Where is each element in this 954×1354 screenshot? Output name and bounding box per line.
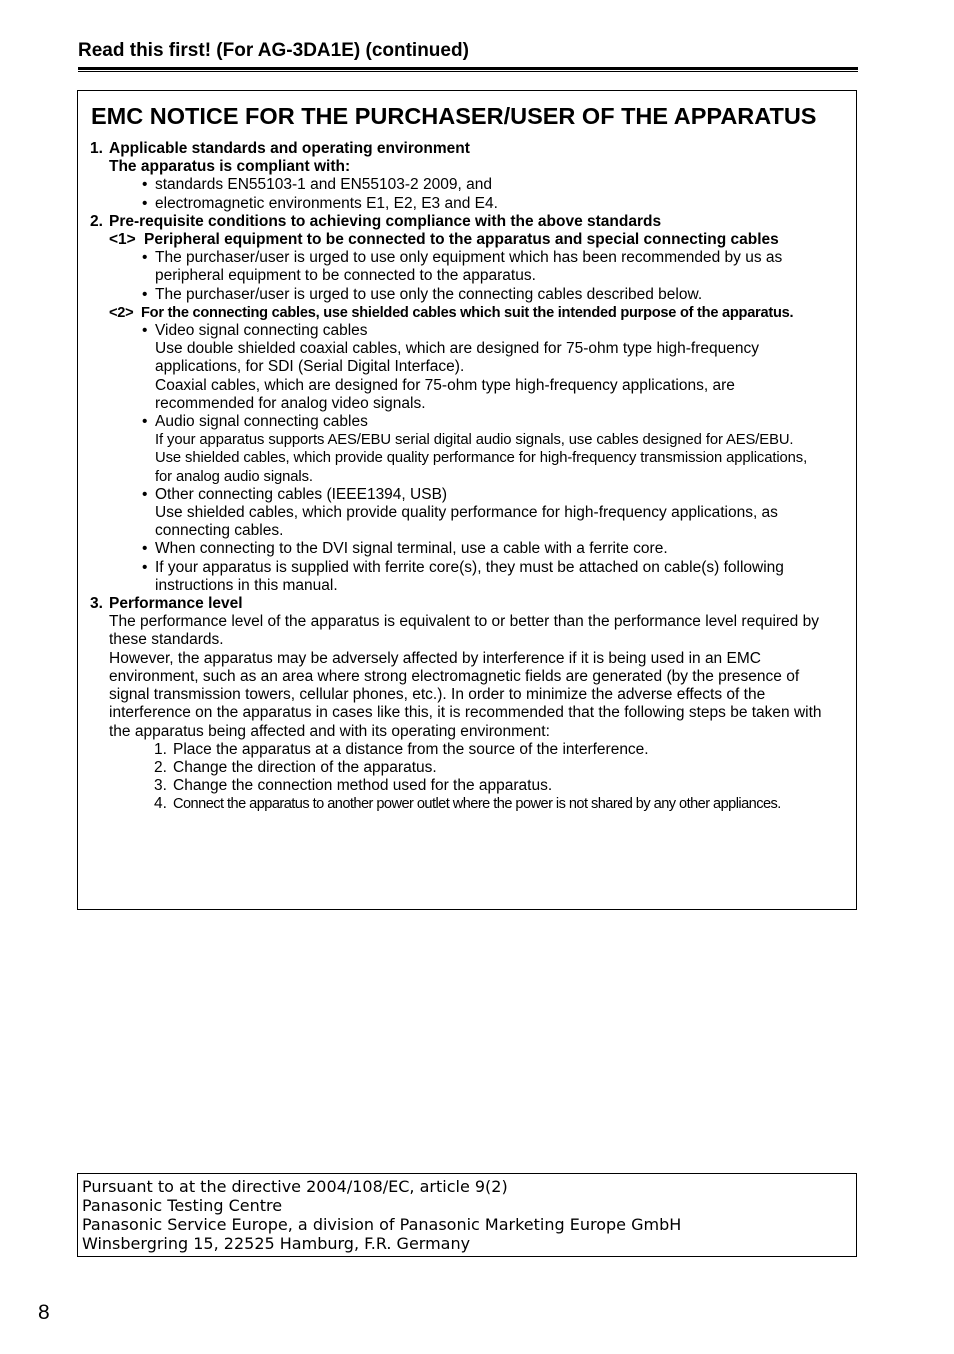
list-item: • electromagnetic environments E1, E2, E3 and E4. [142, 195, 825, 213]
section-3-heading [90, 595, 825, 613]
street-address-line: Winsbergring 15, 22525 Hamburg, F.R. Germany [82, 1234, 471, 1253]
notice-content [90, 140, 825, 814]
section-1-subheading: The apparatus is compliant with: [109, 158, 351, 176]
step-text: Place the apparatus at a distance from the source of the interference. [173, 740, 649, 758]
list-item: • The purchaser/user is urged to use only equipment which has been recommended by us as peripheral equipment to be connected to the apparatus. [142, 249, 825, 285]
notice-title: EMC NOTICE FOR THE PURCHASER/USER OF THE APPARATUS [91, 103, 817, 129]
section-number: 2. [90, 212, 103, 230]
section-title: Applicable standards and operating environment [109, 140, 470, 157]
step-number: 3. [154, 777, 167, 795]
step-item [154, 795, 825, 813]
list-item-other [142, 486, 825, 541]
section-1-heading [90, 140, 825, 158]
item-paragraph: Coaxial cables, which are designed for 75-ohm type high-frequency applications, are recommended for analog video signals. [155, 376, 735, 412]
interference-paragraph: However, the apparatus may be adversely affected by interference if it is being used in an EMC environment, such as an area where strong electromagnetic fields are generated (by the presence of signal transmission towers, cellular phones, etc.). In order to minimize the adverse effects of the interference on the apparatus in cases like this, it is recommended that the following steps be taken with the apparatus being affected and with its operating environment: [109, 649, 822, 740]
subsection-title: Peripheral equipment to be connected to the apparatus and special connecting cables [144, 231, 779, 249]
list-item: • The purchaser/user is urged to use only the connecting cables described below. [142, 286, 825, 304]
address-box [77, 1173, 857, 1257]
subsection-1-heading [90, 231, 825, 249]
step-text: Change the connection method used for the apparatus. [173, 777, 553, 795]
list-item-dvi: • When connecting to the DVI signal terminal, use a cable with a ferrite core. [142, 540, 825, 558]
standards-list [90, 176, 825, 212]
list-item-audio [142, 413, 825, 486]
item-paragraph: Use double shielded coaxial cables, which are designed for 75-ohm type high-frequency applications, for SDI (Serial Digital Interface). [155, 340, 760, 376]
subsection-number: <2> [109, 304, 134, 321]
list-item: • standards EN55103-1 and EN55103-2 2009, and [142, 176, 825, 194]
peripheral-list [90, 249, 825, 304]
directive-line: Pursuant to at the directive 2004/108/EC, article 9(2) [82, 1177, 508, 1196]
item-paragraph: Use shielded cables, which provide quality performance for high-frequency applications, as connecting cables. [155, 504, 778, 540]
item-paragraph: Use shielded cables, which provide quality performance for high-frequency transmission applications, for analog audio signals. [155, 450, 808, 485]
subsection-number: <1> [109, 231, 136, 249]
subsection-title: For the connecting cables, use shielded cables which suit the intended purpose of the apparatus. [141, 304, 794, 321]
page-number: 8 [38, 1301, 50, 1324]
section-2-heading [90, 213, 825, 231]
step-text: Change the direction of the apparatus. [173, 758, 437, 776]
list-item-ferrite: • If your apparatus is supplied with ferrite core(s), they must be attached on cable(s) following instructions in this manual. [142, 559, 825, 595]
item-title: • Video signal connecting cables [155, 322, 368, 340]
section-number: 1. [90, 140, 103, 157]
steps-list [90, 741, 825, 814]
step-item [154, 759, 825, 777]
item-title: • Audio signal connecting cables [155, 413, 368, 431]
item-paragraph: If your apparatus supports AES/EBU serial digital audio signals, use cables designed for AES/EBU. [155, 432, 794, 449]
company-line: Panasonic Service Europe, a division of Panasonic Marketing Europe GmbH [82, 1215, 682, 1234]
emc-notice-box [77, 90, 857, 910]
section-number: 3. [90, 595, 103, 613]
cables-list [90, 322, 825, 595]
header-rule [78, 67, 858, 72]
subsection-2-heading [90, 304, 825, 322]
list-item-video [142, 322, 825, 413]
performance-paragraph: The performance level of the apparatus is equivalent to or better than the performance level required by these standards. [109, 613, 819, 649]
section-title: Performance level [109, 595, 243, 613]
step-item [154, 777, 825, 795]
step-number: 1. [154, 740, 167, 758]
item-title: • Other connecting cables (IEEE1394, USB) [155, 485, 448, 503]
page-header: Read this first! (For AG-3DA1E) (continued) [78, 40, 469, 61]
step-number: 4. [154, 795, 167, 813]
section-title: Pre-requisite conditions to achieving compliance with the above standards [109, 212, 662, 230]
testing-centre-line: Panasonic Testing Centre [82, 1196, 283, 1215]
step-number: 2. [154, 758, 167, 776]
step-text: Connect the apparatus to another power outlet where the power is not shared by any other appliances. [173, 796, 781, 813]
step-item [154, 741, 825, 759]
